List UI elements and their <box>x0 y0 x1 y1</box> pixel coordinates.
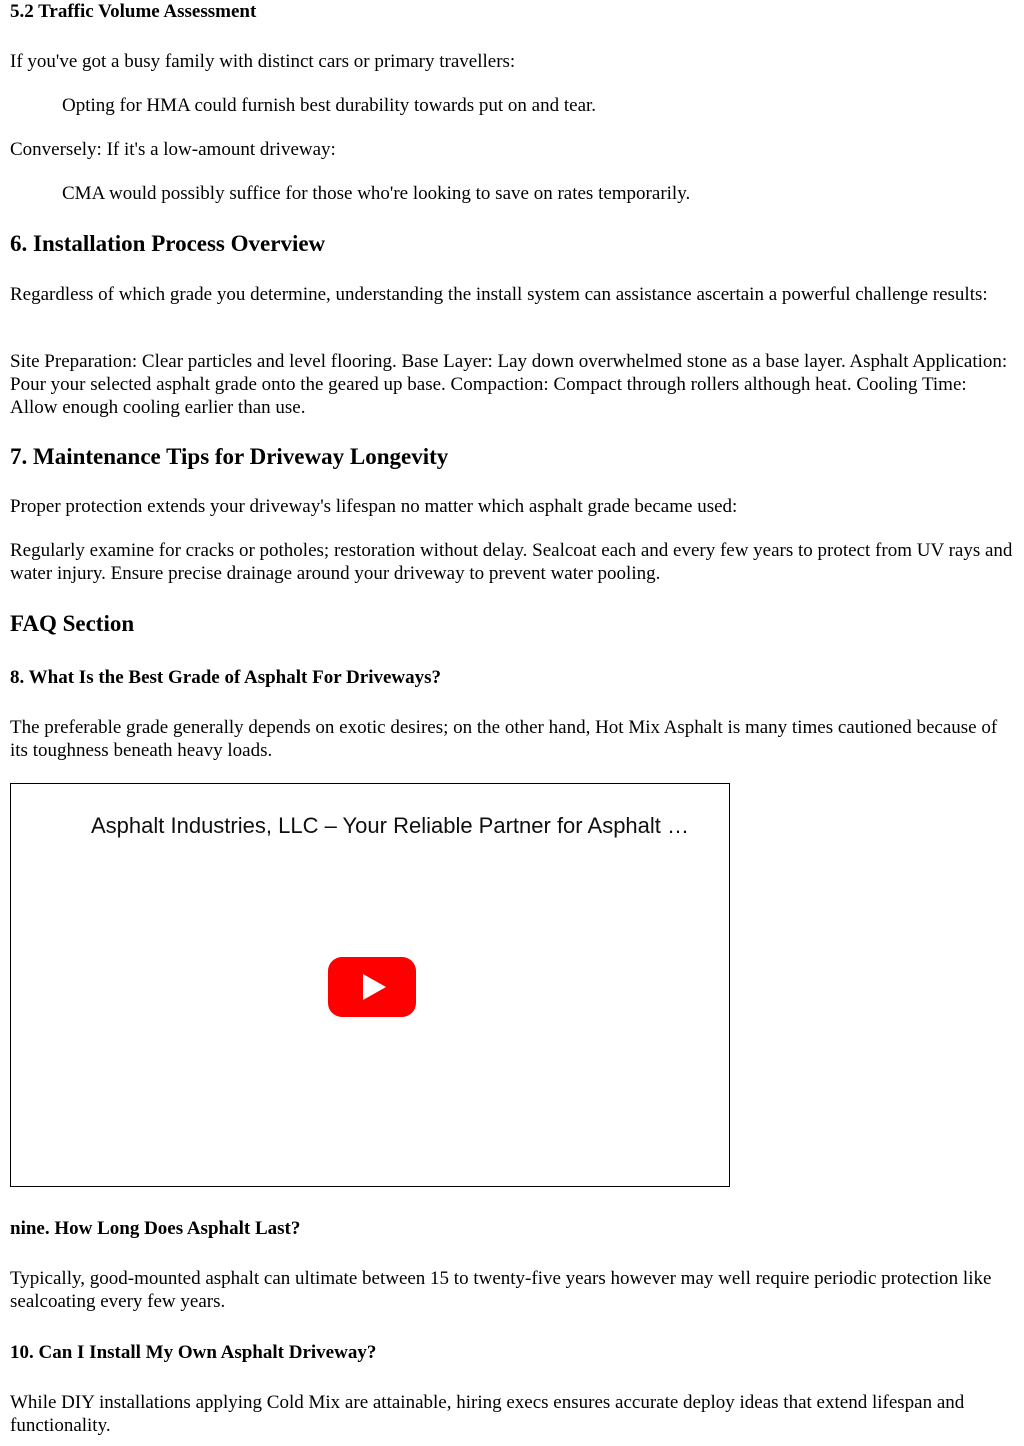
installation-heading: 6. Installation Process Overview <box>10 231 326 256</box>
traffic-point-hma: Opting for HMA could furnish best durability towards put on and tear. <box>62 95 597 116</box>
installation-steps: Site Preparation: Clear particles and level flooring. Base Layer: Lay down overwhelmed stone as a base layer. Asphalt Application: Pour your selected asphalt grade onto the geared up base. Compaction: Compact through rollers although heat. Cooling Time: Allow enough cooling earlier than use. <box>10 351 1008 418</box>
faq-question-9: nine. How Long Does Asphalt Last? <box>10 1218 301 1239</box>
video-embed[interactable] <box>10 783 730 1187</box>
faq-question-8: 8. What Is the Best Grade of Asphalt For Driveways? <box>10 667 442 688</box>
faq-answer-8: The preferable grade generally depends on exotic desires; on the other hand, Hot Mix Asphalt is many times cautioned because of its toughness beneath heavy loads. <box>10 717 998 761</box>
traffic-point-cma: CMA would possibly suffice for those who're looking to save on rates temporarily. <box>62 183 691 204</box>
installation-intro: Regardless of which grade you determine, understanding the install system can assistance ascertain a powerful challenge results: <box>10 284 988 305</box>
youtube-play-icon <box>328 957 416 1017</box>
maintenance-intro: Proper protection extends your driveway's lifespan no matter which asphalt grade became used: <box>10 496 738 517</box>
video-play-button[interactable] <box>328 957 416 1017</box>
maintenance-heading: 7. Maintenance Tips for Driveway Longevity <box>10 444 449 469</box>
traffic-conversely: Conversely: If it's a low-amount driveway: <box>10 139 336 160</box>
faq-answer-10: While DIY installations applying Cold Mix are attainable, hiring execs ensures accurate deploy ideas that extend lifespan and functionality. <box>10 1392 965 1436</box>
faq-heading: FAQ Section <box>10 611 135 636</box>
faq-answer-9: Typically, good-mounted asphalt can ultimate between 15 to twenty-five years however may well require periodic protection like sealcoating every few years. <box>10 1268 992 1312</box>
video-title[interactable]: Asphalt Industries, LLC – Your Reliable Partner for Asphalt … <box>91 813 690 838</box>
traffic-heading: 5.2 Traffic Volume Assessment <box>10 1 257 22</box>
faq-question-10: 10. Can I Install My Own Asphalt Driveway? <box>10 1342 377 1363</box>
traffic-intro: If you've got a busy family with distinct cars or primary travellers: <box>10 51 516 72</box>
maintenance-tips: Regularly examine for cracks or potholes; restoration without delay. Sealcoat each and every few years to protect from UV rays and water injury. Ensure precise drainage around your driveway to prevent water pooling. <box>10 540 1013 584</box>
